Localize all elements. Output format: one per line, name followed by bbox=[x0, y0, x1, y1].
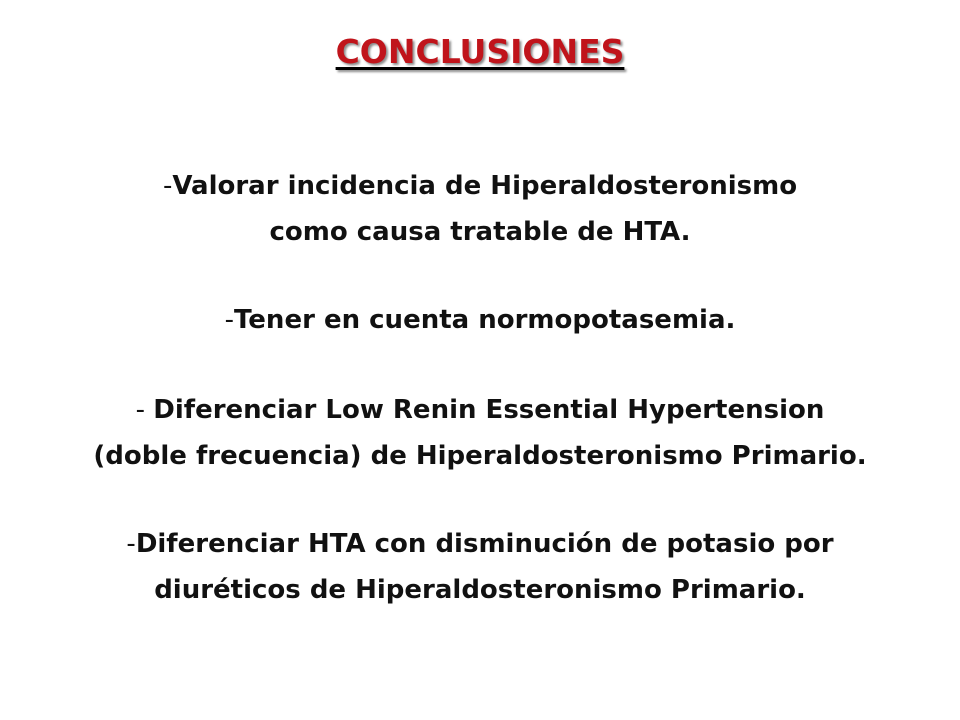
slide-title: CONCLUSIONES bbox=[335, 32, 625, 71]
conclusion-1-line-2: como causa tratable de HTA. bbox=[269, 217, 691, 247]
conclusion-3-line-1: - Diferenciar Low Renin Essential Hypertension bbox=[135, 395, 825, 425]
conclusion-3-line-2: (doble frecuencia) de Hiperaldosteronismo Primario. bbox=[93, 441, 867, 471]
conclusion-4-line-2: diuréticos de Hiperaldosteronismo Primario. bbox=[154, 575, 806, 605]
conclusion-2-line-1: -Tener en cuenta normopotasemia. bbox=[224, 305, 736, 335]
conclusion-1-line-1: -Valorar incidencia de Hiperaldosteronismo bbox=[162, 171, 798, 201]
conclusion-4-line-1: -Diferenciar HTA con disminución de potasio por bbox=[126, 529, 834, 559]
